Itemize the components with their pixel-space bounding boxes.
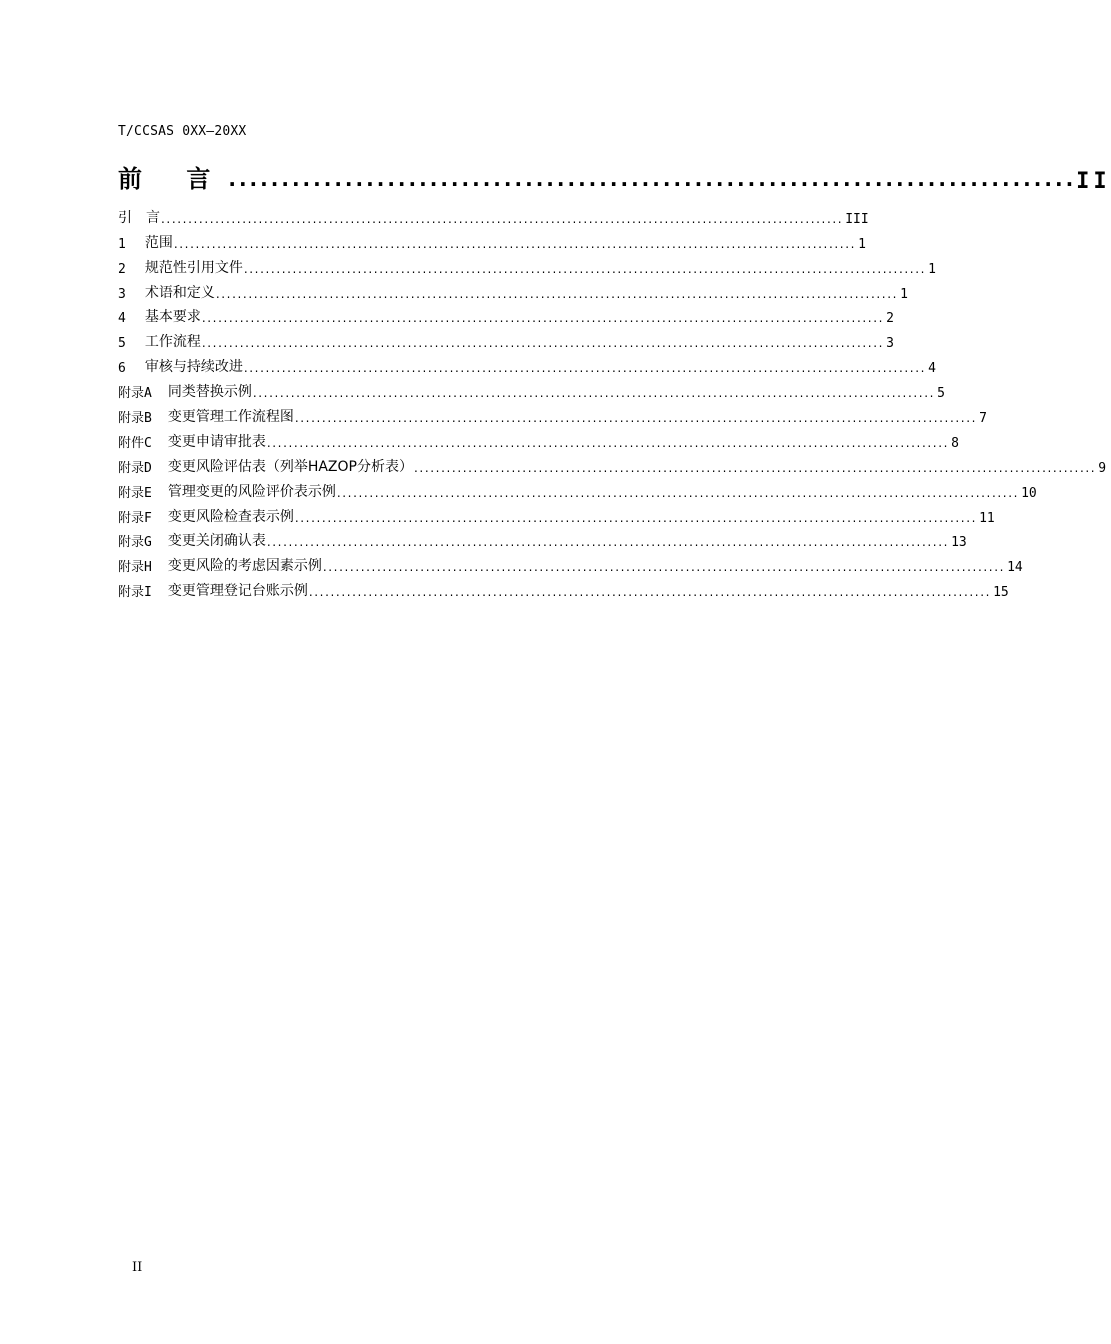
toc-entry-page: III xyxy=(845,211,869,227)
toc-entry-page: 1 xyxy=(900,286,908,302)
toc-entry-appendix-e[interactable] xyxy=(118,476,1037,501)
toc-entry-audit-improvement[interactable] xyxy=(118,351,936,377)
toc-entry-number: 附录B xyxy=(118,411,152,427)
toc-entry-appendix-a[interactable] xyxy=(118,376,945,402)
toc-entry-title: 工作流程 xyxy=(144,334,201,351)
toc-leader-dots: .............................................................................................................................. xyxy=(215,286,899,301)
toc-entry-attachment-c[interactable] xyxy=(118,426,959,451)
toc-entry-page: 14 xyxy=(1007,560,1023,576)
toc-heading-page: II xyxy=(1076,169,1111,194)
toc-leader-dots: ................................................................................ xyxy=(228,167,1077,191)
toc-entry-title: 引 言 xyxy=(118,209,160,226)
toc-entry-page: 4 xyxy=(928,361,936,377)
toc-leader-dots: .............................................................................................................................. xyxy=(308,585,992,600)
toc-entry-appendix-b[interactable] xyxy=(118,401,987,427)
toc-leader-dots: .............................................................................................................................. xyxy=(243,261,927,276)
toc-leader-dots: .............................................................................................................................. xyxy=(294,411,978,426)
toc-entry-terms-definitions[interactable] xyxy=(118,277,908,302)
toc-entry-number: 4 xyxy=(118,311,126,327)
toc-entry-number: 附件C xyxy=(118,435,152,451)
toc-leader-dots: .............................................................................................................................. xyxy=(161,211,844,226)
toc-entry-page: 3 xyxy=(886,336,894,352)
toc-entry-title: 变更关闭确认表 xyxy=(167,533,266,550)
toc-entry-appendix-f[interactable] xyxy=(118,501,995,526)
toc-heading-foreword[interactable] xyxy=(118,160,1111,194)
toc-leader-dots: .............................................................................................................................. xyxy=(243,361,927,376)
toc-entry-page: 8 xyxy=(951,435,959,451)
toc-entry-number: 附录E xyxy=(118,485,152,501)
toc-entry-page: 9 xyxy=(1098,460,1107,476)
toc-entry-page: 7 xyxy=(979,411,987,427)
toc-entry-number: 附录I xyxy=(118,585,152,601)
toc-entry-number: 3 xyxy=(118,286,126,302)
toc-entry-title: 术语和定义 xyxy=(144,284,215,301)
toc-entry-title: 审核与持续改进 xyxy=(144,359,243,376)
toc-entry-appendix-h[interactable] xyxy=(118,550,1023,576)
toc-leader-dots: .............................................................................................................................. xyxy=(336,485,1020,500)
toc-entry-title: 变更风险评估表（列举HAZOP分析表） xyxy=(167,458,413,475)
toc-entry-normative-references[interactable] xyxy=(118,252,936,277)
toc-entry-appendix-g[interactable] xyxy=(118,526,967,551)
document-code: T/CCSAS 0XX—20XX xyxy=(118,124,247,139)
toc-entry-page: 5 xyxy=(937,386,945,402)
toc-entry-number: 1 xyxy=(118,236,126,252)
table-of-contents xyxy=(118,202,1107,601)
toc-entry-number: 附录D xyxy=(118,460,152,476)
toc-entry-introduction[interactable] xyxy=(118,202,869,227)
toc-entry-title: 变更申请审批表 xyxy=(167,433,266,450)
toc-entry-page: 13 xyxy=(951,535,967,551)
toc-entry-workflow[interactable] xyxy=(118,326,894,352)
toc-leader-dots: .............................................................................................................................. xyxy=(322,560,1006,575)
toc-entry-page: 2 xyxy=(886,311,894,327)
toc-entry-title: 管理变更的风险评价表示例 xyxy=(167,483,336,500)
toc-leader-dots: .............................................................................................................................. xyxy=(266,435,950,450)
toc-entry-title: 规范性引用文件 xyxy=(144,259,243,276)
toc-entry-basic-requirements[interactable] xyxy=(118,302,894,327)
toc-entry-page: 15 xyxy=(993,585,1009,601)
toc-entry-title: 变更风险的考虑因素示例 xyxy=(167,558,322,575)
toc-entry-number: 2 xyxy=(118,261,126,277)
toc-leader-dots: .............................................................................................................................. xyxy=(414,460,1097,475)
toc-heading-label: 前 言 xyxy=(118,165,229,193)
toc-entry-number: 5 xyxy=(118,336,126,352)
toc-entry-appendix-i[interactable] xyxy=(118,575,1009,601)
toc-entry-title: 同类替换示例 xyxy=(167,384,252,401)
toc-entry-page: 1 xyxy=(928,261,936,277)
toc-entry-title: 变更管理工作流程图 xyxy=(167,409,294,426)
toc-entry-title: 变更管理登记台账示例 xyxy=(167,583,308,600)
toc-entry-page: 1 xyxy=(858,236,866,252)
toc-entry-title: 范围 xyxy=(144,234,173,251)
toc-entry-number: 6 xyxy=(118,361,126,377)
toc-leader-dots: .............................................................................................................................. xyxy=(266,535,950,550)
toc-entry-number: 附录H xyxy=(118,560,152,576)
toc-leader-dots: .............................................................................................................................. xyxy=(201,336,885,351)
toc-entry-number: 附录G xyxy=(118,535,152,551)
toc-entry-scope[interactable] xyxy=(118,227,866,252)
toc-leader-dots: .............................................................................................................................. xyxy=(294,510,978,525)
toc-entry-title: 基本要求 xyxy=(144,309,201,326)
footer-page-number: II xyxy=(132,1260,143,1275)
toc-entry-page: 11 xyxy=(979,510,995,526)
toc-leader-dots: .............................................................................................................................. xyxy=(252,386,936,401)
toc-entry-number: 附录A xyxy=(118,386,152,402)
toc-entry-appendix-d[interactable] xyxy=(118,451,1107,476)
toc-leader-dots: .............................................................................................................................. xyxy=(173,236,857,251)
toc-leader-dots: .............................................................................................................................. xyxy=(201,311,885,326)
toc-entry-number: 附录F xyxy=(118,510,152,526)
toc-entry-page: 10 xyxy=(1021,485,1037,501)
toc-entry-title: 变更风险检查表示例 xyxy=(167,508,294,525)
